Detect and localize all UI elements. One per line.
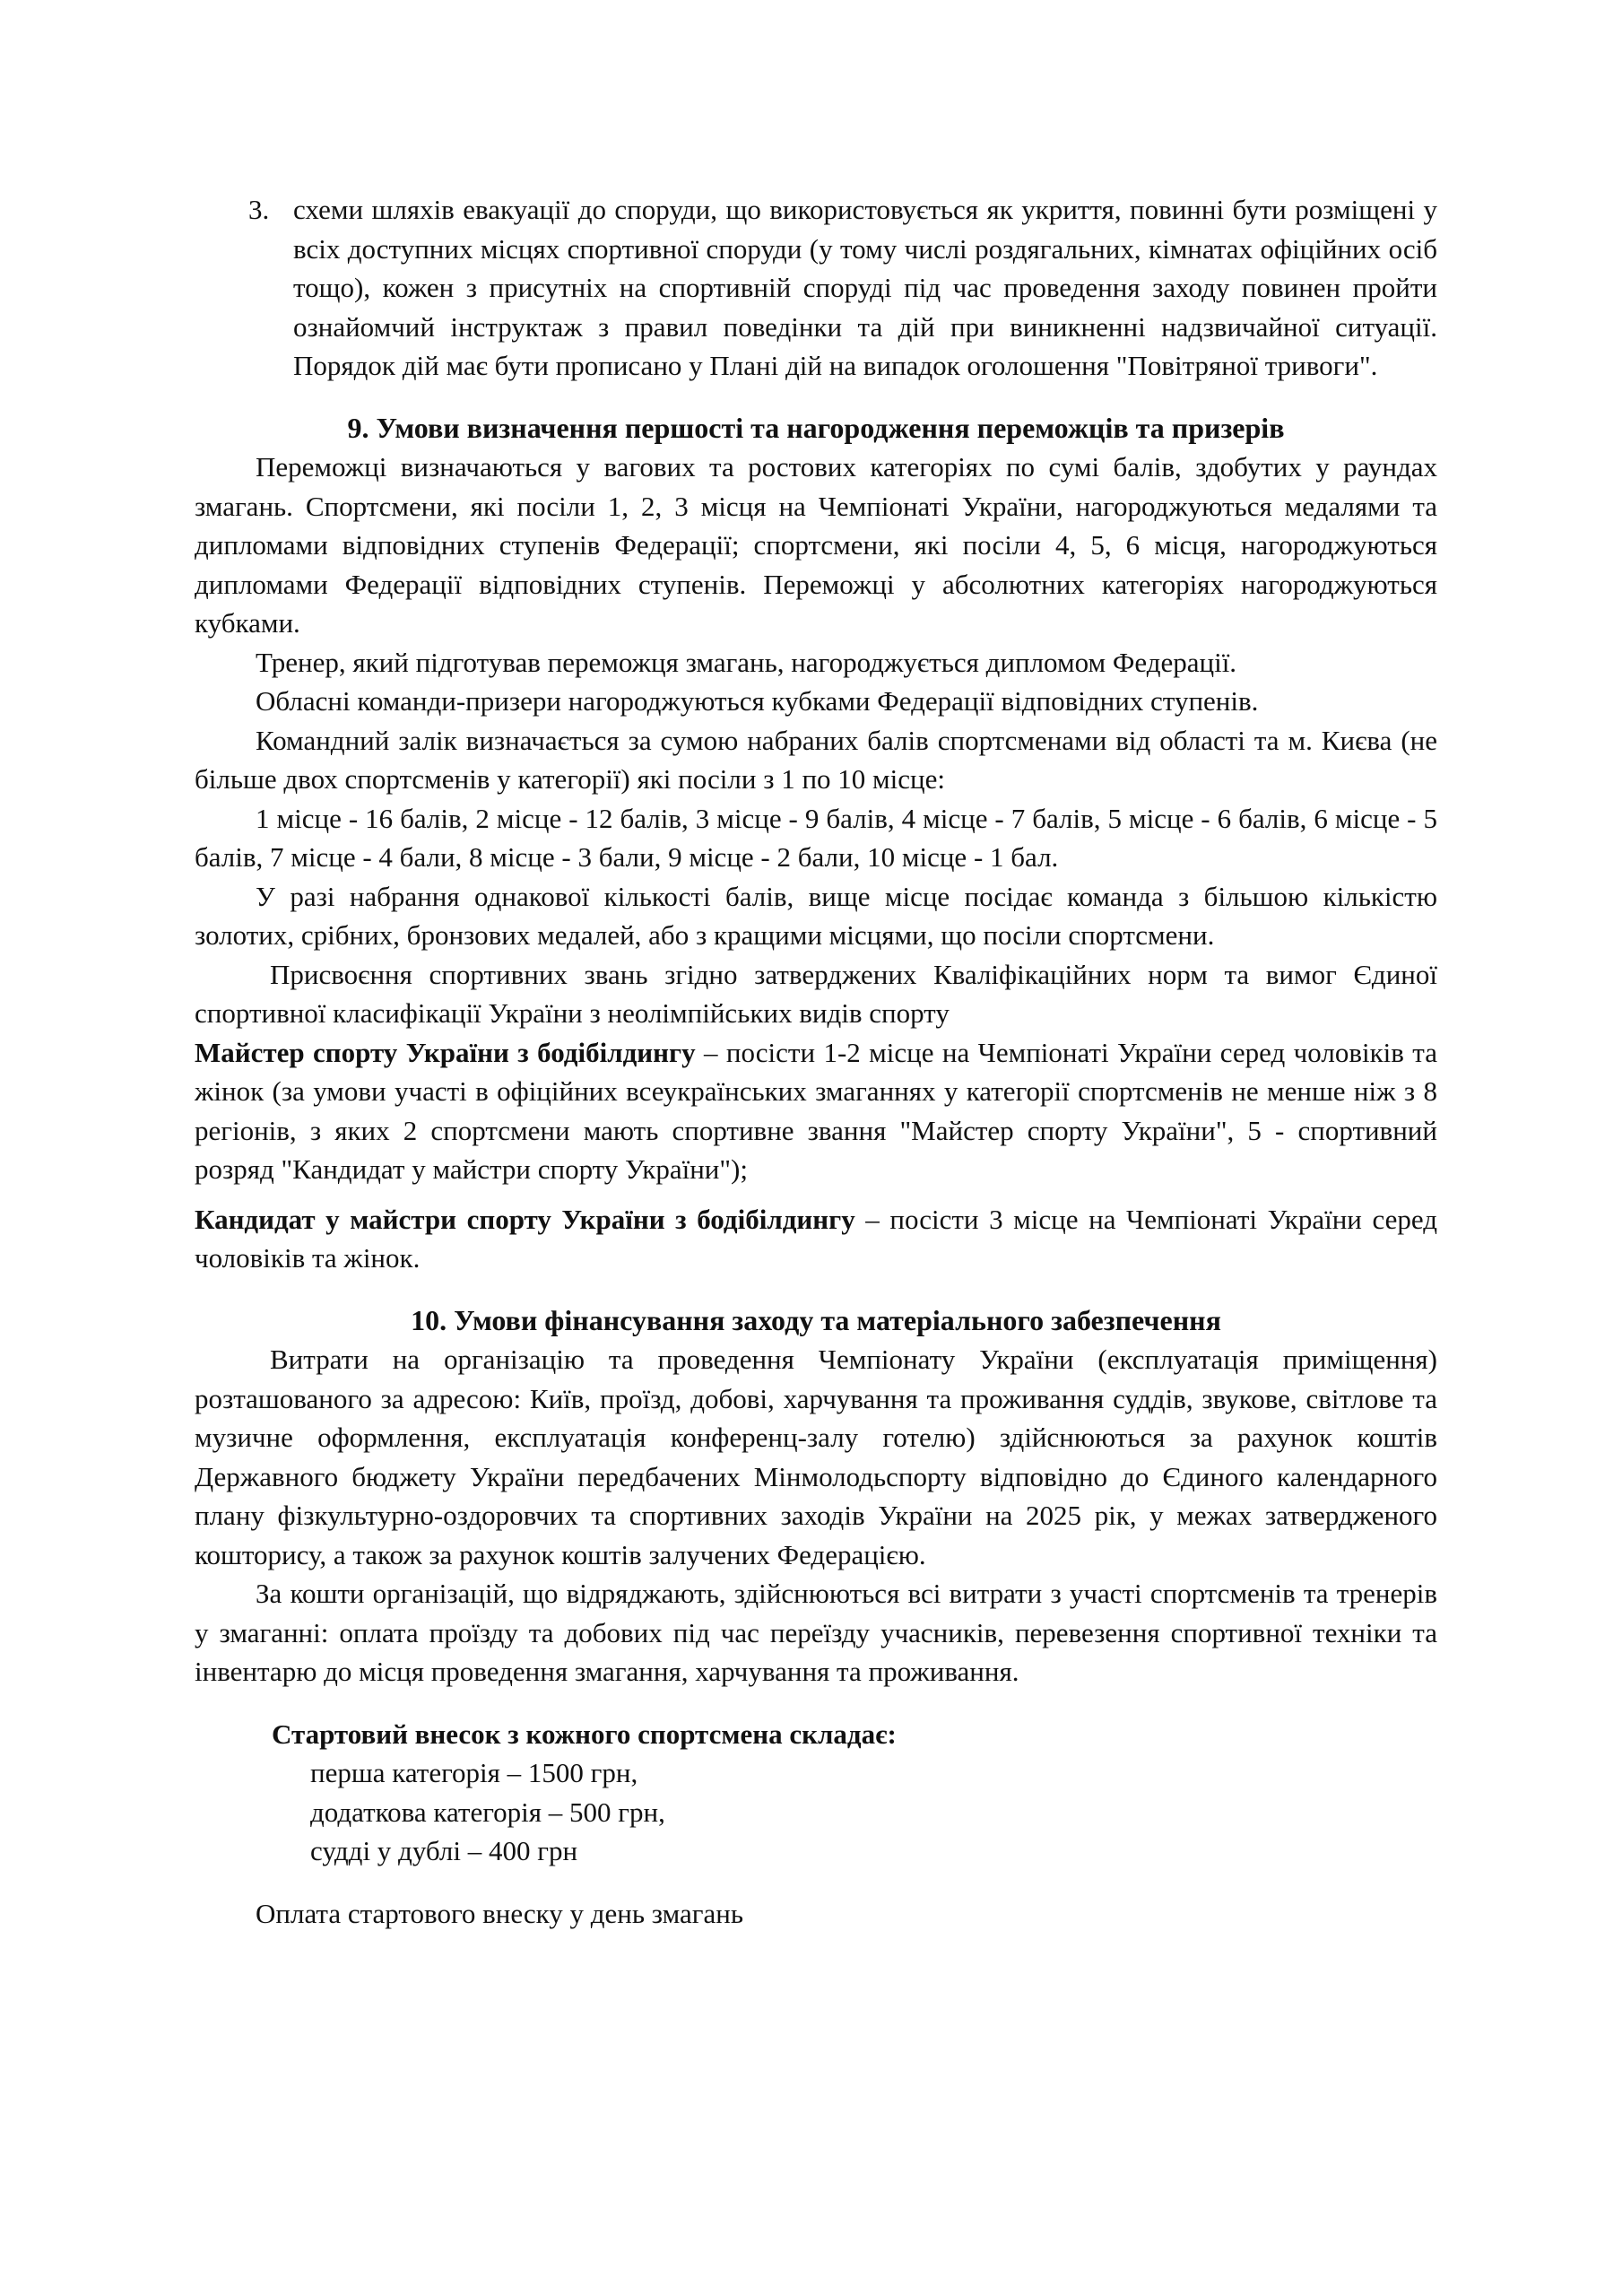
master-of-sport-text: – посісти 1-2 місце на Чемпіонаті України серед чоловіків та жінок (за умови участі в офіційних всеукраїнських змаганнях у категорії спортсменів не менше ніж з 8 регіонів, з яких 2 спортсмени мають спортивне звання "Майстер спорту України", 5 - спортивний розряд "Кандидат у майстри спорту України"); xyxy=(195,1036,1437,1185)
section-9-title: 9. Умови визначення першості та нагородження переможців та призерів xyxy=(347,411,1285,444)
entry-fee-title: Стартовий внесок з кожного спортсмена складає: xyxy=(272,1718,897,1750)
candidate-master-paragraph xyxy=(195,1200,1437,1278)
list-item-evacuation xyxy=(195,190,1437,386)
document-page xyxy=(195,190,1437,1933)
section-10-title: 10. Умови фінансування заходу та матеріального забезпечення xyxy=(411,1303,1221,1336)
master-of-sport-paragraph xyxy=(195,1033,1437,1189)
payment-note: Оплата стартового внеску у день змагань xyxy=(256,1897,743,1929)
points-table-paragraph: 1 місце - 16 балів, 2 місце - 12 балів, 3 місце - 9 балів, 4 місце - 7 балів, 5 місце - 6 балів, 6 місце - 5 балів, 7 місце - 4 бали, 8 місце - 3 бали, 9 місце - 2 бали, 10 місце - 1 бал. xyxy=(195,802,1437,873)
titles-paragraph: Присвоєння спортивних звань згідно затверджених Кваліфікаційних норм та вимог Єдиної спортивної класифікації України з неолімпійських видів спорту xyxy=(195,958,1437,1029)
sending-org-costs-paragraph: За кошти організацій, що відряджають, здійснюються всі витрати з участі спортсменів та тренерів у змаганні: оплата проїзду та добових під час переїзду учасників, перевезення спортивної техніки та інвентарю до місця проведення змагання, харчування та проживання. xyxy=(195,1578,1437,1687)
candidate-master-term: Кандидат у майстри спорту України з бодібілдингу xyxy=(195,1203,855,1235)
team-score-paragraph: Командний залік визначається за сумою набраних балів спортсменами від області та м. Києва (не більше двох спортсменів у категорії) які посіли з 1 по 10 місце: xyxy=(195,724,1437,795)
tie-break-paragraph: У разі набрання однакової кількості балів, вище місце посідає команда з більшою кількістю золотих, срібних, бронзових медалей, або з кращими місцями, що посіли спортсмени. xyxy=(195,880,1437,951)
team-awards-paragraph: Обласні команди-призери нагороджуються кубками Федерації відповідних ступенів. xyxy=(256,685,1259,717)
fee-item: додаткова категорія – 500 грн, xyxy=(310,1796,665,1828)
list-number: 3. xyxy=(248,194,270,225)
entry-fee-block xyxy=(195,1715,1437,1871)
fee-item: судді у дублі – 400 грн xyxy=(310,1835,578,1866)
fee-item: перша категорія – 1500 грн, xyxy=(310,1757,638,1788)
candidate-master-text: – посісти 3 місце на Чемпіонаті України серед чоловіків та жінок. xyxy=(195,1203,1438,1274)
list-item-text: схеми шляхів евакуації до споруди, що використовується як укриття, повинні бути розміщені у всіх доступних місцях спортивної споруди (у тому числі роздягальних, кімнатах офіційних осіб тощо), кожен з присутніх на спортивній споруді під час проведення заходу повинен пройти ознайомчий інструктаж з правил поведінки та дій при виникненні надзвичайної ситуації. Порядок дій має бути прописано у Плані дій на випадок оголошення "Повітряної тривоги". xyxy=(293,194,1437,381)
winners-paragraph: Переможці визначаються у вагових та ростових категоріях по сумі балів, здобутих у раундах змагань. Спортсмени, які посіли 1, 2, 3 місця на Чемпіонаті України, нагороджуються медалями та дипломами відповідних ступенів Федерації; спортсмени, які посіли 4, 5, 6 місця, нагороджуються дипломами Федерації відповідних ступенів. Переможці у абсолютних категоріях нагороджуються кубками. xyxy=(195,451,1437,639)
master-of-sport-term: Майстер спорту України з бодібілдингу xyxy=(195,1036,696,1068)
coach-award-paragraph: Тренер, який підготував переможця змагань, нагороджується дипломом Федерації. xyxy=(256,646,1237,678)
funding-paragraph: Витрати на організацію та проведення Чемпіонату України (експлуатація приміщення) розташованого за адресою: Київ, проїзд, добові, харчування та проживання суддів, звукове, світлове та музичне оформлення, експлуатація конференц-залу готелю) здійснюються за рахунок коштів Державного бюджету України передбачених Мінмолодьспорту відповідно до Єдиного календарного плану фізкультурно-оздоровчих та спортивних заходів України на 2025 рік, у межах затвердженого кошторису, а також за рахунок коштів залучених Федерацією. xyxy=(195,1344,1437,1570)
